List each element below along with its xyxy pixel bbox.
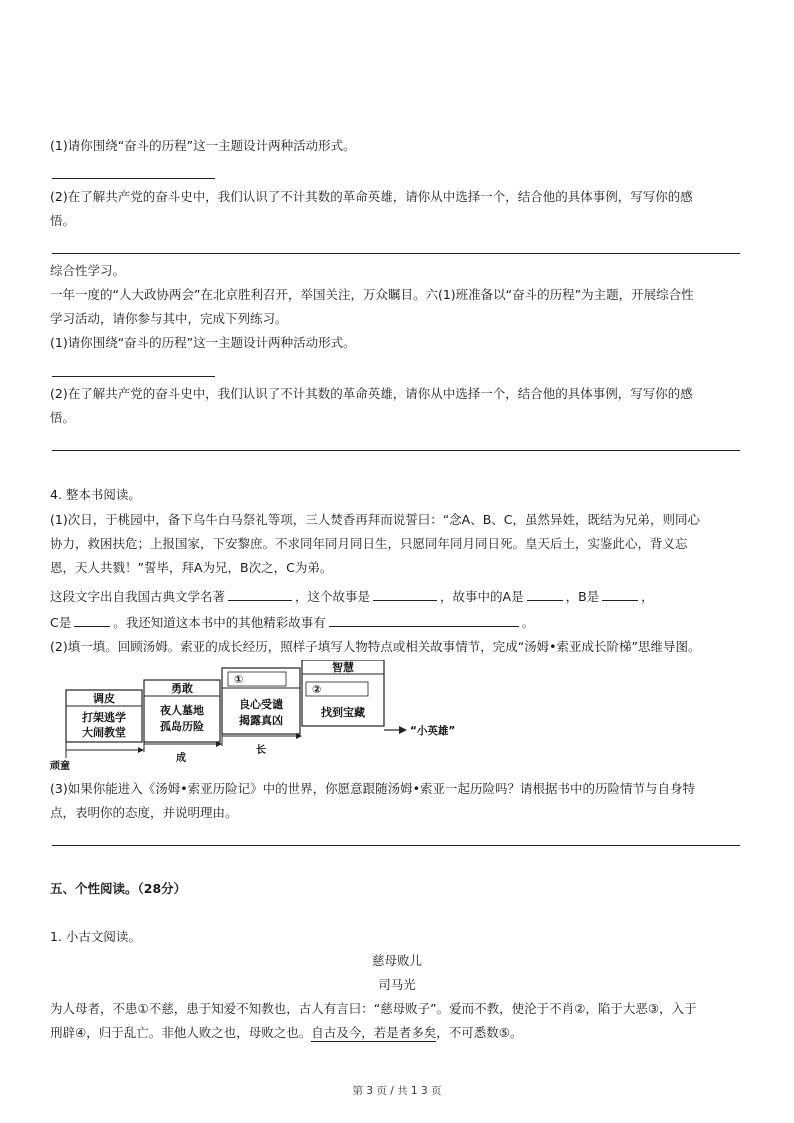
ladder-step-2-line1: 夜人墓地 [160, 704, 204, 717]
fill-text: 这段文字出自我国古典文学名著 [50, 589, 226, 604]
fill-blank-book[interactable] [228, 586, 292, 601]
page-footer: 第 3 页 / 共 1 3 页 [352, 1085, 442, 1097]
ladder-step-1-line2: 大闹教堂 [82, 726, 126, 739]
ladder-base-label-2: 成 [176, 753, 186, 764]
ladder-step-4-sub: ② [312, 683, 322, 696]
growth-ladder-diagram [44, 660, 484, 772]
answer-line[interactable] [52, 178, 215, 179]
question-2-hero-cont: 悟。 [50, 213, 76, 228]
fill-in-line-2 [50, 612, 534, 632]
section-heading-book-reading: 4. 整本书阅读。 [50, 487, 141, 502]
underlined-phrase: 自古及今，若是者多矣 [311, 1025, 437, 1040]
fill-text: ，这个故事是 [295, 589, 371, 604]
question-2-hero-cont: 悟。 [50, 410, 76, 425]
question-classical-text: 1. 小古文阅读。 [50, 929, 141, 944]
ladder-step-3-line2: 揭露真凶 [239, 714, 283, 727]
passage-line: 恩，天人共戮！”誓毕，拜A为兄，B次之，C为弟。 [50, 560, 333, 575]
fill-text: 。我还知道这本书中的其他精彩故事有 [113, 615, 326, 630]
fill-text: ，故事中的A是 [440, 589, 524, 604]
answer-line[interactable] [52, 253, 740, 254]
fill-blank-c[interactable] [74, 612, 110, 627]
ladder-base-label-1: 顽童 [50, 761, 70, 772]
fill-blank-b[interactable] [602, 586, 638, 601]
ladder-step-1-title: 调皮 [93, 692, 115, 705]
question-2-hero: (2)在了解共产党的奋斗史中，我们认识了不计其数的革命英雄，请你从中选择一个，结合他的具体事例，写写你的感 [50, 386, 693, 401]
intro-paragraph-cont: 学习活动，请你参与其中，完成下列练习。 [50, 311, 288, 326]
fill-blank-a[interactable] [527, 586, 563, 601]
fill-text: C是 [50, 615, 72, 630]
passage-line: 协力，救困扶危；上报国家，下安黎庶。不求同年同月同日生，只愿同年同月同日死。皇天后土，实鉴此心，背义忘 [50, 536, 688, 551]
question-2-hero: (2)在了解共产党的奋斗史中，我们认识了不计其数的革命英雄，请你从中选择一个，结合他的具体事例，写写你的感 [50, 189, 693, 204]
classical-text-author: 司马光 [378, 977, 416, 992]
section-heading-personal-reading: 五、个性阅读。（28分） [50, 881, 187, 896]
ladder-step-2-line2: 孤岛历险 [160, 720, 204, 733]
classical-text-line: 为人母者，不患①不慈，患于知爱不知教也，古人有言曰：“慈母败子”。爱而不教，使沦于不肖②，陷于大恶③，入于 [50, 1001, 697, 1016]
fill-text: ， [641, 589, 654, 604]
ladder-step-4-title: 智慧 [332, 661, 354, 674]
answer-line[interactable] [52, 376, 215, 377]
ladder-step-3-line1: 良心受谴 [239, 698, 283, 711]
ladder-step-1-line1: 打架逃学 [82, 711, 126, 724]
question-adventure: (3)如果你能进入《汤姆•索亚历险记》中的世界，你愿意跟随汤姆•索亚一起历险吗？请根据书中的历险情节与自身特 [50, 781, 695, 796]
classical-text-segment: ，不可悉数⑤。 [436, 1025, 523, 1040]
fill-in-line-1 [50, 586, 654, 606]
answer-line[interactable] [52, 845, 740, 846]
section-heading-comprehensive: 综合性学习。 [50, 263, 126, 278]
passage-line: (1)次日，于桃园中，备下乌牛白马祭礼等项，三人焚香再拜而说誓曰：“念A、B、C，虽然异姓，既结为兄弟，则同心 [50, 512, 701, 527]
ladder-step-2-title: 勇敢 [171, 682, 193, 695]
ladder-step-4-line1: 找到宝藏 [321, 706, 365, 719]
fill-text: ，B是 [565, 589, 600, 604]
fill-blank-other-stories[interactable] [329, 612, 519, 627]
fill-text: 。 [521, 615, 535, 630]
question-1-activity: (1)请你围绕“奋斗的历程”这一主题设计两种活动形式。 [50, 138, 356, 153]
arrow-icon [399, 726, 407, 734]
fill-blank-story[interactable] [373, 586, 437, 601]
question-1-activity: (1)请你围绕“奋斗的历程”这一主题设计两种活动形式。 [50, 335, 356, 350]
classical-text-segment: 刑辟④，归于乱亡。非他人败之也，母败之也。 [50, 1025, 312, 1040]
ladder-arrow-label: “小英雄” [410, 725, 456, 737]
intro-paragraph: 一年一度的“人大政协两会”在北京胜利召开，举国关注，万众瞩目。六(1)班准备以“奋斗的历程”为主题，开展综合性 [50, 287, 694, 302]
answer-line[interactable] [52, 450, 740, 451]
classical-text-title: 慈母败儿 [371, 953, 422, 968]
question-adventure-cont: 点，表明你的态度，并说明理由。 [50, 805, 238, 820]
question-ladder: (2)填一填。回顾汤姆。索亚的成长经历，照样子填写人物特点或相关故事情节，完成“汤姆•索亚成长阶梯”思维导图。 [50, 639, 701, 654]
ladder-base-label-3: 长 [256, 745, 266, 756]
ladder-step-3-title: ① [234, 673, 244, 686]
classical-text-line [50, 1024, 522, 1042]
